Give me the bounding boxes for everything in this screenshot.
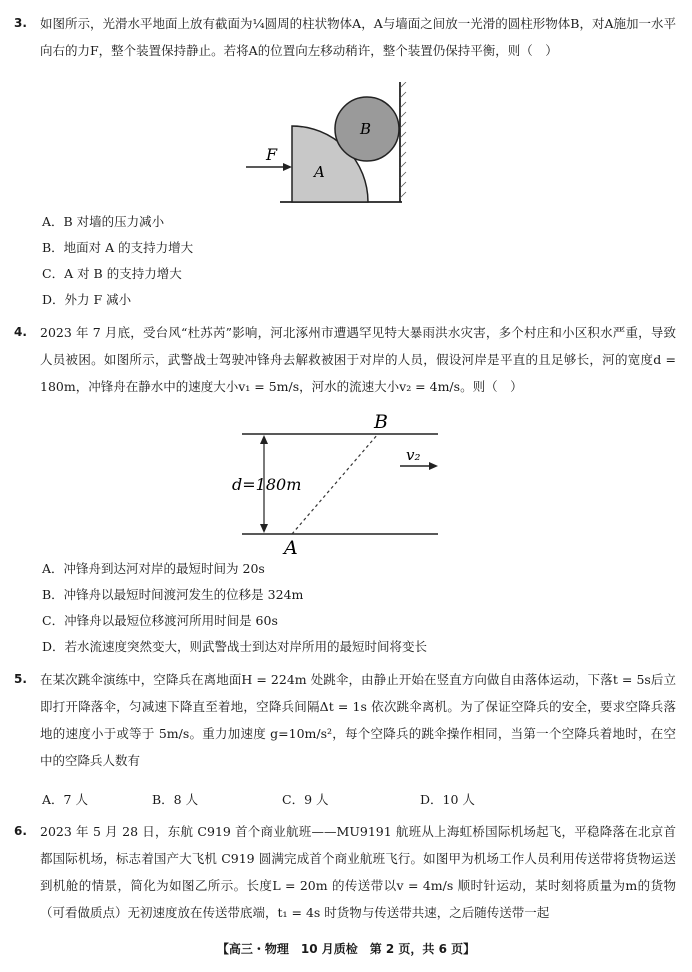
question-number: 6.	[14, 824, 27, 838]
option-3b: B．地面对 A 的支持力增大	[42, 240, 194, 255]
question-number: 5.	[14, 672, 27, 686]
label-d: d=180m	[232, 475, 302, 494]
q3-diagram	[240, 82, 410, 206]
question-text: 2023 年 7 月底，受台风“杜苏芮”影响，河北涿州市遭遇罕见特大暴雨洪水灾害，多个村庄和小区积水严重，导致人员被困。如图所示，武警战士驾驶冲锋舟去解救被困于对岸的人员，假设河岸是平直的且足够长，河的宽度d = 180m，冲锋舟在静水中的速度大小v₁ = 5m/s，河水的流速大小v₂ = 4m/s。则（ ）	[40, 325, 676, 394]
question-3	[14, 10, 676, 64]
question-4	[14, 319, 676, 400]
label-A: A	[314, 163, 325, 181]
option-4d: D．若水流速度突然变大，则武警战士到达对岸所用的最短时间将变长	[42, 639, 428, 654]
question-number: 4.	[14, 325, 27, 339]
question-text: 在某次跳伞演练中，空降兵在离地面H = 224m 处跳伞，由静止开始在竖直方向做自由落体运动，下落t = 5s后立即打开降落伞，匀减速下降直至着地，空降兵间隔Δt = 1s 依次跳伞离机。为了保证空降兵的安全，要求空降兵落地的速度小于或等于 5m/s。重力加速度 g=10m/s²，每个空降兵的跳伞操作相同，当第一个空降兵着地时，在空中的空降兵人数有	[40, 672, 676, 768]
option-5c: C．9 人	[282, 792, 329, 807]
q4-diagram	[228, 408, 444, 558]
question-6	[14, 818, 676, 926]
option-4a: A．冲锋舟到达河对岸的最短时间为 20s	[42, 561, 265, 576]
option-4b: B．冲锋舟以最短时间渡河发生的位移是 324m	[42, 587, 304, 602]
option-5d: D．10 人	[420, 792, 475, 807]
figure-q4	[228, 408, 444, 561]
label-A: A	[284, 537, 298, 558]
label-B: B	[360, 120, 372, 138]
question-5	[14, 666, 676, 774]
option-5a: A．7 人	[42, 792, 88, 807]
option-3a: A．B 对墙的压力减小	[42, 214, 165, 229]
question-text: 如图所示，光滑水平地面上放有截面为¼圆周的柱状物体A，A与墙面之间放一光滑的圆柱形物体B，对A施加一水平向右的力F，整个装置保持静止。若将A的位置向左移动稍许，整个装置仍保持平衡，则（ ）	[40, 16, 676, 58]
page-footer: 【高三・物理 10 月质检 第 2 页，共 6 页】	[216, 942, 476, 956]
question-number: 3.	[14, 16, 27, 30]
option-3c: C．A 对 B 的支持力增大	[42, 266, 182, 281]
label-B: B	[374, 411, 388, 433]
label-F: F	[266, 145, 278, 164]
option-3d: D．外力 F 减小	[42, 292, 132, 307]
label-v2: v₂	[406, 446, 421, 464]
option-5b: B．8 人	[152, 792, 199, 807]
figure-q3	[240, 82, 410, 209]
question-text: 2023 年 5 月 28 日，东航 C919 首个商业航班——MU9191 航班从上海虹桥国际机场起飞，平稳降落在北京首都国际机场，标志着国产大飞机 C919 圆满完成首个商业航班飞行。如图甲为机场工作人员利用传送带将货物运送到机舱的情景，简化为如图乙所示。长度L = 20m 的传送带以v = 4m/s 顺时针运动，某时刻将质量为m的货物（可看做质点）无初速度放在传送带底端，t₁ = 4s 时货物与传送带共速，之后随传送带一起	[40, 824, 676, 920]
option-4c: C．冲锋舟以最短位移渡河所用时间是 60s	[42, 613, 278, 628]
